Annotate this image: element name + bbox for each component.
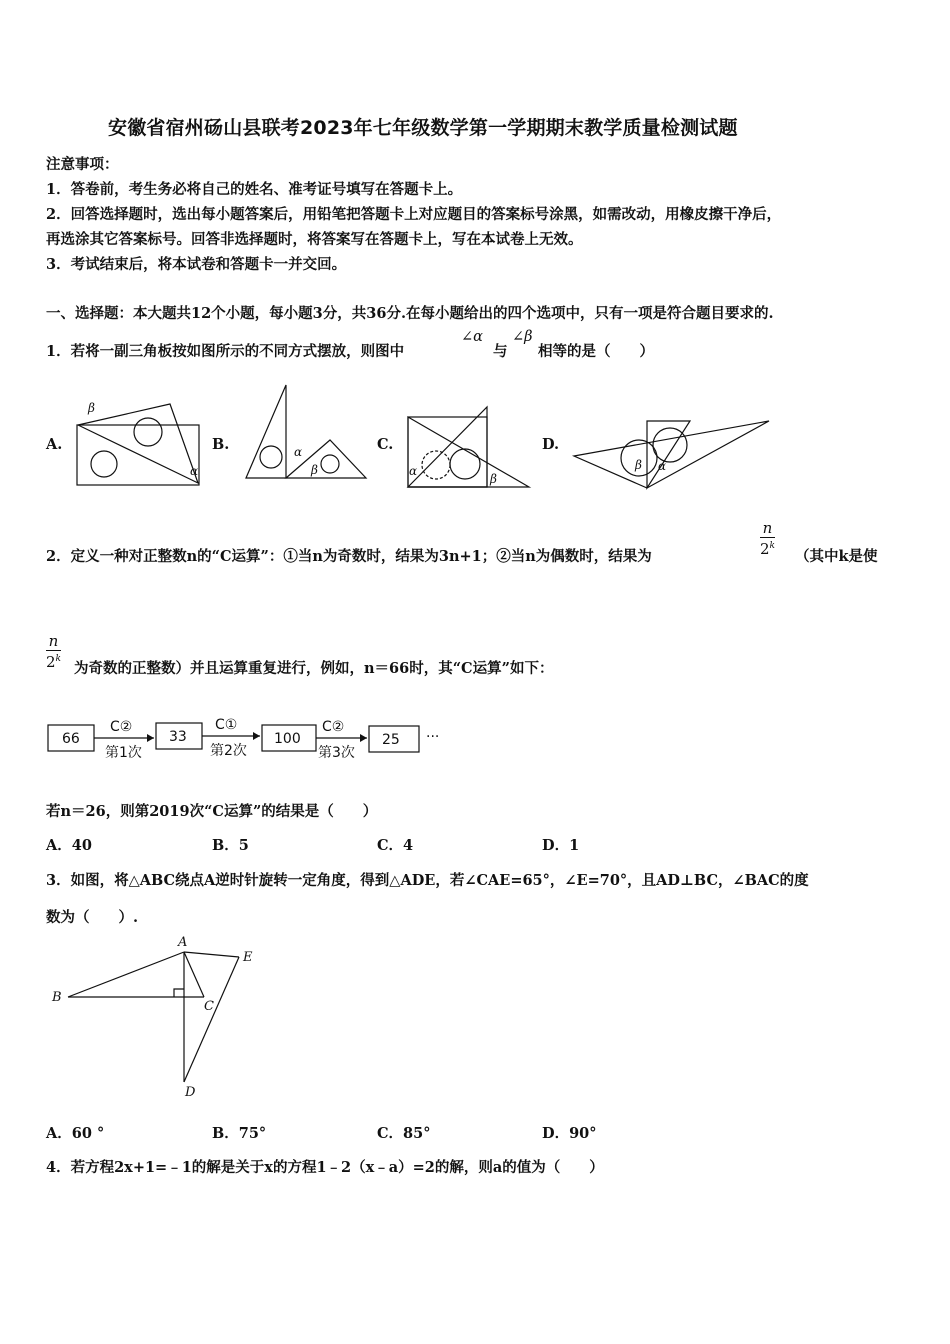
- q2-text-line2: 为奇数的正整数）并且运算重复进行，例如，n＝66时，其“C运算”如下：: [74, 660, 554, 677]
- point-c-label: C: [204, 999, 214, 1014]
- flow-step-label: 第1次: [105, 745, 142, 761]
- flow-value: 100: [274, 731, 301, 747]
- q1-option-c[interactable]: C.: [377, 436, 394, 453]
- alpha-label: α: [294, 445, 303, 459]
- q2-question: 若n＝26，则第2019次“C运算”的结果是（ ）: [46, 803, 378, 820]
- flow-step-label: 第2次: [210, 743, 247, 759]
- alpha-label: α: [658, 459, 667, 473]
- flow-op-label: C②: [110, 719, 133, 735]
- section-heading: 一、选择题：本大题共12个小题，每小题3分，共36分.在每小题给出的四个选项中，只有一项是符合题目要求的.: [46, 305, 774, 322]
- q1-figure-d: [572, 414, 772, 499]
- flow-ellipsis: ···: [426, 729, 440, 745]
- q1-text-mid: 与: [493, 343, 508, 360]
- flow-value: 33: [169, 729, 187, 745]
- q1-option-d[interactable]: D.: [542, 436, 560, 453]
- q4-text: 4．若方程2x+1=﹣1的解是关于x的方程1﹣2（x﹣a）=2的解，则a的值为（ ）: [46, 1159, 604, 1176]
- point-a-label: A: [178, 935, 188, 950]
- flow-op-label: C①: [215, 717, 238, 733]
- flow-step-label: 第3次: [318, 745, 355, 761]
- q3-text: 3．如图，将△ABC绕点A逆时针旋转一定角度，得到△ADE，若∠CAE=65°，∠E=70°，且AD⊥BC，∠BAC的度: [46, 872, 809, 889]
- fraction-exponent: k: [769, 541, 776, 551]
- q1-text-end: 相等的是（ ）: [538, 343, 654, 360]
- alpha-label: α: [190, 464, 199, 478]
- q2-flow-diagram: [46, 713, 466, 773]
- q1-figure-a: [70, 395, 210, 495]
- beta-label: β: [88, 401, 95, 415]
- q2-option-a[interactable]: A．40: [46, 837, 92, 854]
- fraction-numerator: n: [46, 633, 61, 651]
- q1-option-a[interactable]: A.: [46, 436, 63, 453]
- point-e-label: E: [243, 950, 253, 965]
- beta-label: β: [490, 472, 497, 486]
- q1-angle-alpha: ∠α: [461, 329, 483, 345]
- notes-heading: 注意事项：: [46, 156, 119, 173]
- q2-text-tail: （其中k是使: [795, 548, 878, 565]
- fraction-exponent: k: [55, 654, 62, 664]
- notes-item: 2．回答选择题时，选出每小题答案后，用铅笔把答题卡上对应题目的答案标号涂黑，如需改动，用橡皮擦干净后，: [46, 206, 782, 223]
- q2-option-c[interactable]: C．4: [377, 837, 414, 854]
- q1-angle-beta: ∠β: [512, 329, 533, 345]
- q3-option-b[interactable]: B．75°: [212, 1125, 267, 1142]
- q1-text: 1．若将一副三角板按如图所示的不同方式摆放，则图中: [46, 343, 405, 360]
- beta-label: β: [635, 458, 642, 472]
- q3-option-c[interactable]: C．85°: [377, 1125, 431, 1142]
- q1-figure-c: [404, 403, 534, 498]
- fraction-numerator: n: [760, 520, 775, 538]
- notes-item: 再选涂其它答案标号。回答非选择题时，将答案写在答题卡上，写在本试卷上无效。: [46, 231, 583, 248]
- point-b-label: B: [52, 990, 62, 1005]
- q3-figure: [46, 930, 276, 1100]
- q1-figure-b: [242, 385, 372, 485]
- q2-fraction: [760, 520, 775, 558]
- point-d-label: D: [185, 1085, 196, 1100]
- q2-option-d[interactable]: D．1: [542, 837, 580, 854]
- flow-value: 25: [382, 732, 400, 748]
- q3-text-line2: 数为（ ）.: [46, 909, 139, 926]
- alpha-label: α: [409, 464, 418, 478]
- beta-label: β: [311, 463, 318, 477]
- page-title: 安徽省宿州砀山县联考2023年七年级数学第一学期期末教学质量检测试题: [108, 117, 738, 139]
- q2-text: 2．定义一种对正整数n的“C运算”：①当n为奇数时，结果为3n+1；②当n为偶数时，结果为: [46, 548, 652, 565]
- flow-op-label: C②: [322, 719, 345, 735]
- q3-option-d[interactable]: D．90°: [542, 1125, 597, 1142]
- q1-option-b[interactable]: B.: [212, 436, 230, 453]
- q2-option-b[interactable]: B．5: [212, 837, 249, 854]
- fraction-denominator: 2: [46, 653, 56, 671]
- q3-option-a[interactable]: A．60 °: [46, 1125, 105, 1142]
- flow-value: 66: [62, 731, 80, 747]
- q2-fraction-2: [46, 633, 61, 671]
- notes-item: 3．考试结束后，将本试卷和答题卡一并交回。: [46, 256, 347, 273]
- fraction-denominator: 2: [760, 540, 770, 558]
- notes-item: 1．答卷前，考生务必将自己的姓名、准考证号填写在答题卡上。: [46, 181, 463, 198]
